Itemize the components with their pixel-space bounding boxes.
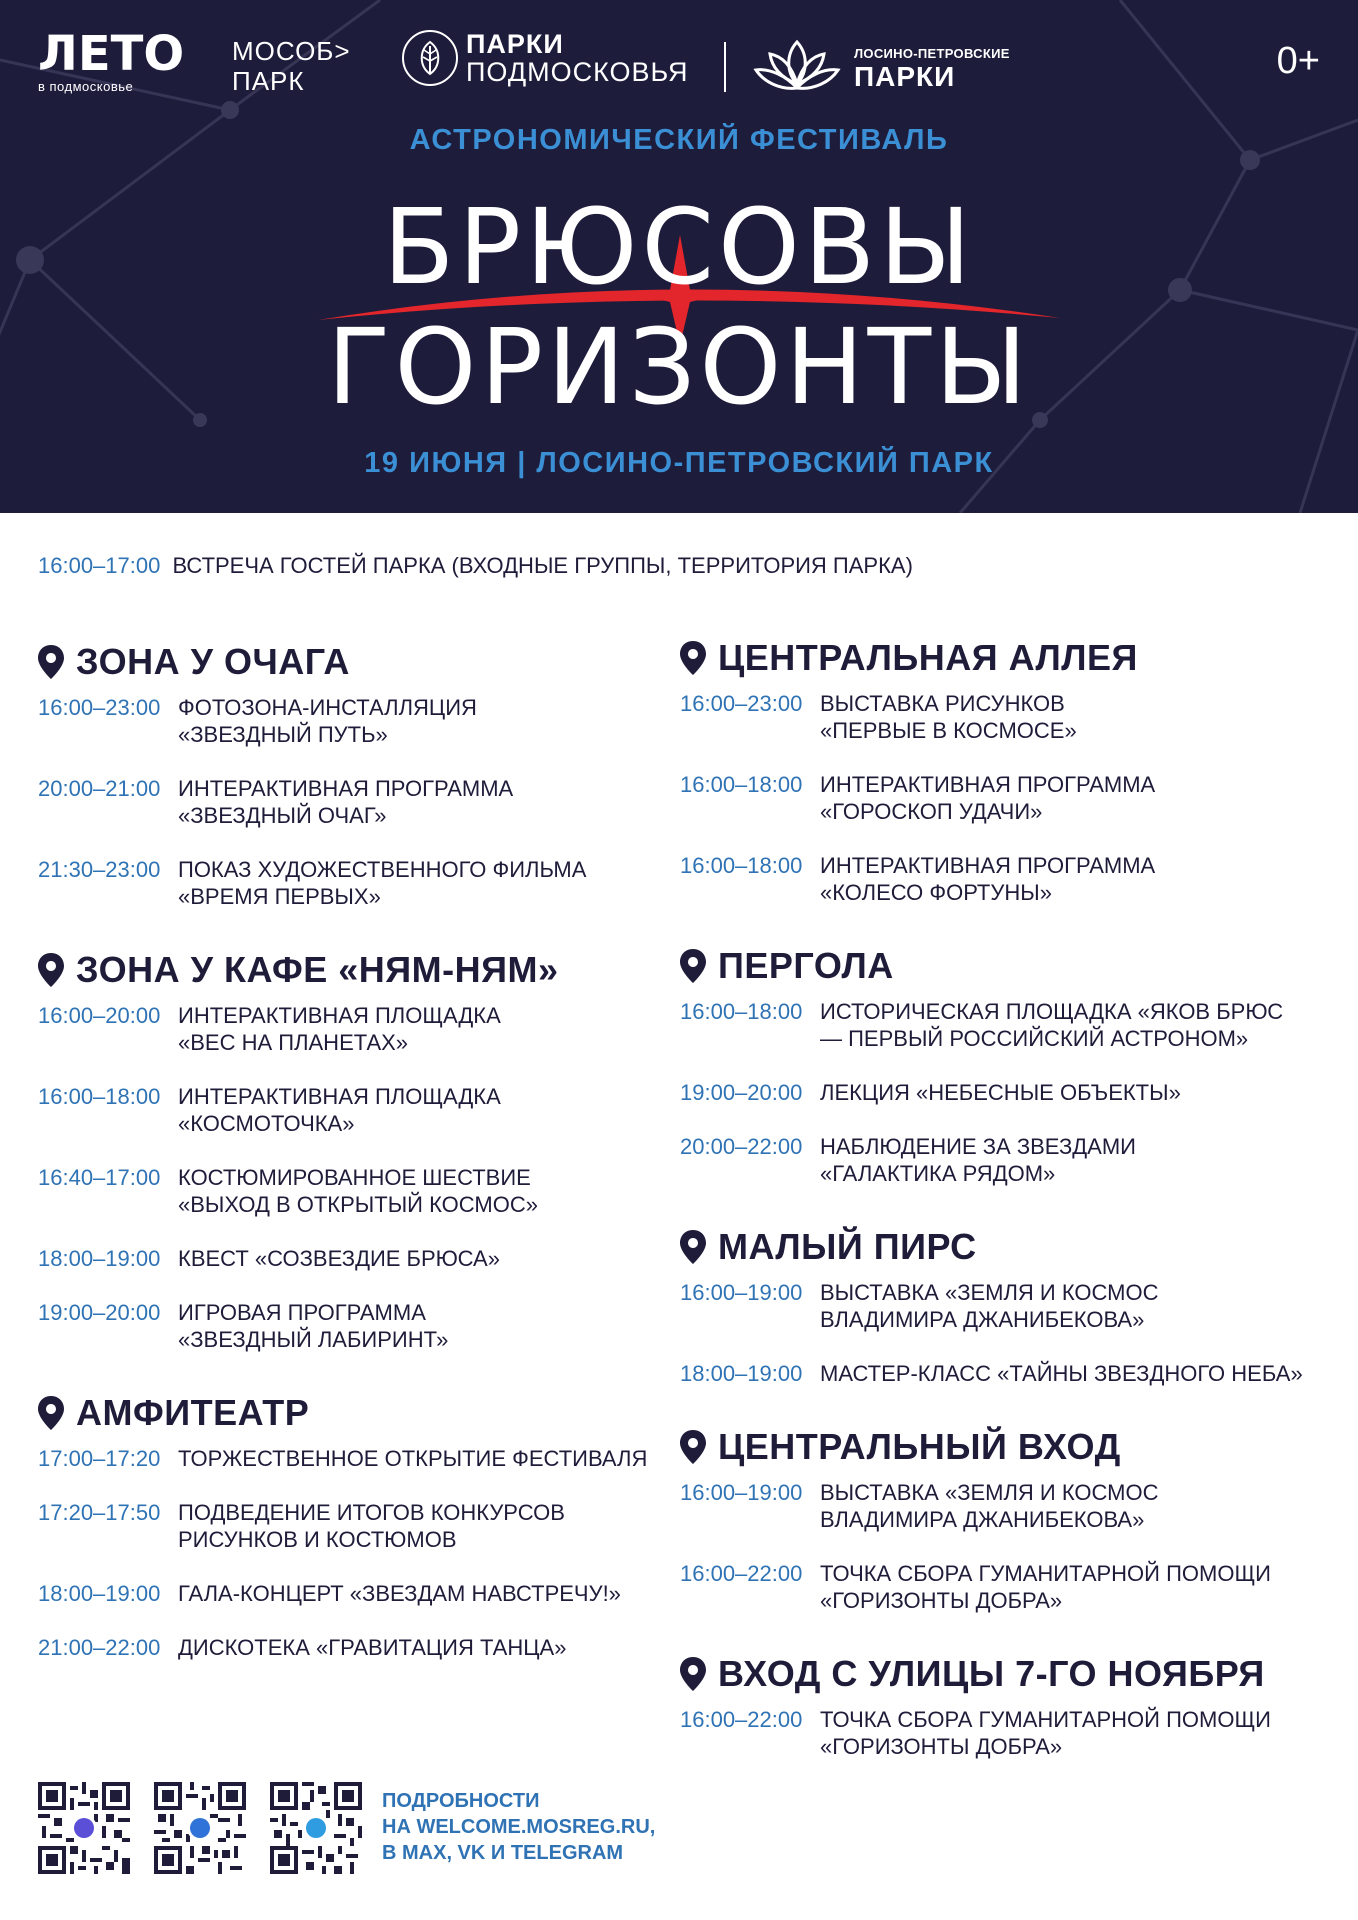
qr-code-max[interactable] [38,1782,130,1874]
schedule-item: 19:00–20:00 ЛЕКЦИЯ «НЕБЕСНЫЕ ОБЪЕКТЫ» [680,1080,1181,1105]
location-pin-icon [38,953,64,987]
parki-podmoskovya-logo: ПАРКИ ПОДМОСКОВЬЯ [402,30,689,86]
intro-event [38,553,913,579]
qr-code-vk[interactable] [154,1782,246,1874]
zone-pergola [680,944,1320,1187]
event-description: ВСТРЕЧА ГОСТЕЙ ПАРКА (ВХОДНЫЕ ГРУППЫ, ТЕРРИТОРИЯ ПАРКА) [172,553,913,578]
schedule-item: 16:00–22:00 ТОЧКА СБОРА ГУМАНИТАРНОЙ ПОМОЩИ «ГОРИЗОНТЫ ДОБРА» [680,1561,1271,1613]
schedule-item: 16:40–17:00 КОСТЮМИРОВАННОЕ ШЕСТВИЕ «ВЫХОД В ОТКРЫТЫЙ КОСМОС» [38,1165,538,1217]
schedule-item: 17:20–17:50 ПОДВЕДЕНИЕ ИТОГОВ КОНКУРСОВ РИСУНКОВ И КОСТЮМОВ [38,1500,565,1552]
schedule-item: 21:30–23:00 ПОКАЗ ХУДОЖЕСТВЕННОГО ФИЛЬМА «ВРЕМЯ ПЕРВЫХ» [38,857,587,909]
vk-icon [187,1815,213,1841]
schedule-item: 16:00–18:00 ИСТОРИЧЕСКАЯ ПЛОЩАДКА «ЯКОВ БРЮС — ПЕРВЫЙ РОССИЙСКИЙ АСТРОНОМ» [680,999,1284,1051]
section-title: МАЛЫЙ ПИРС [718,1226,977,1267]
zone-ochag [38,640,678,910]
leto-logo: ЛЕТО в подмосковье [38,26,185,94]
leaf-icon [402,30,458,86]
section-title: ЗОНА У КАФЕ «НЯМ-НЯМ» [76,949,559,990]
zone-7-november-entrance [680,1652,1320,1760]
qr-codes [38,1782,386,1874]
schedule-item: 18:00–19:00 КВЕСТ «СОЗВЕЗДИЕ БРЮСА» [38,1246,500,1271]
section-title: ПЕРГОЛА [718,945,894,986]
zone-cafe [38,948,678,1353]
section-title: ЗОНА У ОЧАГА [76,641,350,682]
section-title: ЦЕНТРАЛЬНЫЙ ВХОД [718,1426,1121,1467]
schedule-item: 17:00–17:20 ТОРЖЕСТВЕННОЕ ОТКРЫТИЕ ФЕСТИВАЛЯ [38,1446,648,1471]
max-icon [71,1815,97,1841]
zone-amphitheatre [38,1391,678,1661]
schedule-item: 16:00–18:00 ИНТЕРАКТИВНАЯ ПРОГРАММА «КОЛЕСО ФОРТУНЫ» [680,853,1156,905]
section-title: ЦЕНТРАЛЬНАЯ АЛЛЕЯ [718,637,1138,678]
section-title: АМФИТЕАТР [76,1392,310,1433]
schedule-item: 16:00–23:00 ВЫСТАВКА РИСУНКОВ «ПЕРВЫЕ В КОСМОСЕ» [680,691,1077,743]
event-time: 16:00–17:00 [38,553,161,578]
schedule-item: 16:00–19:00 ВЫСТАВКА «ЗЕМЛЯ И КОСМОС ВЛАДИМИРА ДЖАНИБЕКОВА» [680,1480,1159,1532]
zone-central-alley [680,636,1320,906]
qr-code-telegram[interactable] [270,1782,362,1874]
schedule-item: 16:00–20:00 ИНТЕРАКТИВНАЯ ПЛОЩАДКА «ВЕС НА ПЛАНЕТАХ» [38,1003,501,1055]
mosobpark-logo: МОСОБ> ПАРК [232,36,351,96]
telegram-icon [303,1815,329,1841]
festival-title-line1: БРЮСОВЫ [383,186,975,308]
location-pin-icon [680,1657,706,1691]
date-and-place: 19 ИЮНЯ | ЛОСИНО-ПЕТРОВСКИЙ ПАРК [364,447,994,479]
schedule-item: 16:00–19:00 ВЫСТАВКА «ЗЕМЛЯ И КОСМОС ВЛАДИМИРА ДЖАНИБЕКОВА» [680,1280,1159,1332]
location-pin-icon [680,641,706,675]
schedule-item: 18:00–19:00 ГАЛА-КОНЦЕРТ «ЗВЕЗДАМ НАВСТРЕЧУ!» [38,1581,621,1606]
header-banner [0,0,1358,513]
schedule-item: 18:00–19:00 МАСТЕР-КЛАСС «ТАЙНЫ ЗВЕЗДНОГО НЕБА» [680,1361,1303,1386]
losino-petrovskie-parki-logo: ЛОСИНО-ПЕТРОВСКИЕ ПАРКИ [752,38,1010,99]
section-heading [680,1225,1320,1269]
schedule-item: 16:00–23:00 ФОТОЗОНА-ИНСТАЛЛЯЦИЯ «ЗВЕЗДНЫЙ ПУТЬ» [38,695,477,747]
logo-divider [724,42,726,92]
schedule-item: 21:00–22:00 ДИСКОТЕКА «ГРАВИТАЦИЯ ТАНЦА» [38,1635,567,1660]
age-rating: 0+ [1276,40,1320,82]
festival-subtitle: АСТРОНОМИЧЕСКИЙ ФЕСТИВАЛЬ [409,124,949,156]
location-pin-icon [680,949,706,983]
location-pin-icon [38,1396,64,1430]
section-heading [38,640,678,684]
section-title: ВХОД С УЛИЦЫ 7-ГО НОЯБРЯ [718,1653,1265,1694]
schedule-item: 19:00–20:00 ИГРОВАЯ ПРОГРАММА «ЗВЕЗДНЫЙ ЛАБИРИНТ» [38,1300,449,1352]
zone-small-pier [680,1225,1320,1387]
left-column [38,640,678,1699]
schedule-item: 20:00–21:00 ИНТЕРАКТИВНАЯ ПРОГРАММА «ЗВЕЗДНЫЙ ОЧАГ» [38,776,514,828]
schedule-item: 16:00–18:00 ИНТЕРАКТИВНАЯ ПЛОЩАДКА «КОСМОТОЧКА» [38,1084,501,1136]
location-pin-icon [38,645,64,679]
website-link[interactable]: НА WELCOME.MOSREG.RU, [382,1816,656,1838]
section-heading [38,1391,678,1435]
section-heading [680,636,1320,680]
location-pin-icon [680,1230,706,1264]
section-heading [680,1652,1320,1696]
section-heading [38,948,678,992]
festival-title-line2: ГОРИЗОНТЫ [327,306,1031,428]
section-heading [680,944,1320,988]
schedule-item: 20:00–22:00 НАБЛЮДЕНИЕ ЗА ЗВЕЗДАМИ «ГАЛАКТИКА РЯДОМ» [680,1134,1136,1186]
details-info: ПОДРОБНОСТИ НА WELCOME.MOSREG.RU, В MAX, VK И TELEGRAM [382,1790,656,1864]
lotus-icon [752,38,842,99]
zone-central-entrance [680,1425,1320,1614]
right-column [680,636,1320,1798]
schedule-item: 16:00–22:00 ТОЧКА СБОРА ГУМАНИТАРНОЙ ПОМОЩИ «ГОРИЗОНТЫ ДОБРА» [680,1707,1271,1759]
section-heading [680,1425,1320,1469]
schedule-item: 16:00–18:00 ИНТЕРАКТИВНАЯ ПРОГРАММА «ГОРОСКОП УДАЧИ» [680,772,1156,824]
location-pin-icon [680,1430,706,1464]
